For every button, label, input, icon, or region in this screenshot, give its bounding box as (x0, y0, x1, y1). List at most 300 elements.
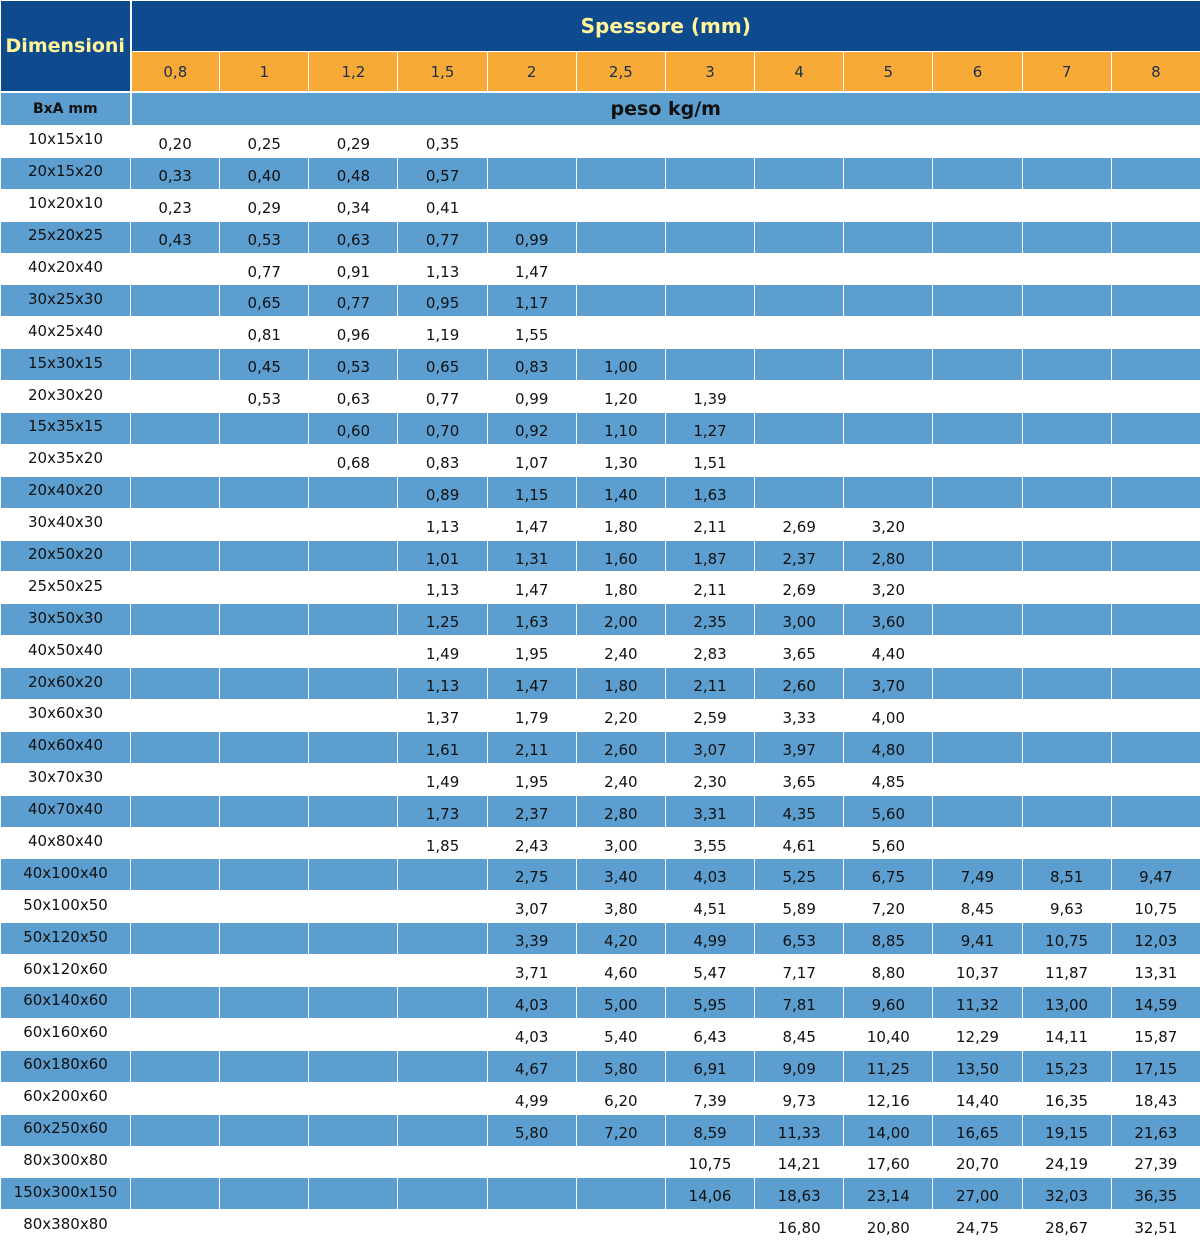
weight-cell (309, 955, 398, 987)
weight-cell: 1,31 (487, 540, 576, 572)
weight-cell (131, 444, 220, 476)
thickness-header: 4 (755, 52, 844, 92)
weight-cell (1111, 349, 1200, 381)
weight-cell (131, 1082, 220, 1114)
weight-cell (131, 508, 220, 540)
weight-cell (933, 540, 1022, 572)
weight-cell (844, 413, 933, 445)
weight-cell (933, 157, 1022, 189)
weight-cell: 3,70 (844, 668, 933, 700)
weight-cell (1111, 636, 1200, 668)
weight-cell: 6,53 (755, 923, 844, 955)
dimension-cell: 40x25x40 (1, 317, 131, 349)
weight-cell: 3,39 (487, 923, 576, 955)
weight-cell (220, 731, 309, 763)
weight-cell (576, 317, 665, 349)
weight-cell (131, 987, 220, 1019)
weight-cell: 2,37 (487, 795, 576, 827)
weight-cell (1111, 795, 1200, 827)
weight-cell (131, 317, 220, 349)
weight-cell: 6,43 (665, 1018, 754, 1050)
weight-cell (1022, 157, 1111, 189)
weight-cell: 0,20 (131, 126, 220, 158)
dimension-cell: 40x60x40 (1, 731, 131, 763)
weight-cell: 7,49 (933, 859, 1022, 891)
weight-cell: 0,29 (309, 126, 398, 158)
weight-cell (220, 923, 309, 955)
weight-cell (398, 1210, 487, 1242)
weight-cell (933, 413, 1022, 445)
weight-cell (1111, 444, 1200, 476)
weight-cell (1022, 189, 1111, 221)
weight-cell: 2,60 (576, 731, 665, 763)
weight-cell: 8,51 (1022, 859, 1111, 891)
weight-cell (1022, 221, 1111, 253)
weight-cell (131, 700, 220, 732)
weight-cell (933, 317, 1022, 349)
table-row (1, 987, 1200, 1019)
weight-cell: 12,16 (844, 1082, 933, 1114)
weight-cell: 1,39 (665, 381, 754, 413)
dimension-cell: 25x20x25 (1, 221, 131, 253)
weight-cell: 6,20 (576, 1082, 665, 1114)
weight-cell (755, 317, 844, 349)
weight-cell: 4,85 (844, 763, 933, 795)
weight-cell: 4,35 (755, 795, 844, 827)
weight-cell (1111, 604, 1200, 636)
weight-cell (398, 1050, 487, 1082)
dimension-cell: 30x40x30 (1, 508, 131, 540)
weight-cell (755, 476, 844, 508)
weight-cell (309, 1018, 398, 1050)
weight-cell: 0,53 (220, 221, 309, 253)
weight-cell (1111, 508, 1200, 540)
weight-cell: 3,40 (576, 859, 665, 891)
dimension-cell: 80x380x80 (1, 1210, 131, 1242)
weight-cell: 1,07 (487, 444, 576, 476)
weight-cell (1111, 189, 1200, 221)
weight-cell: 7,17 (755, 955, 844, 987)
weight-cell (309, 795, 398, 827)
weight-cell: 2,00 (576, 604, 665, 636)
weight-cell: 14,59 (1111, 987, 1200, 1019)
weight-cell: 0,65 (398, 349, 487, 381)
weight-cell (1111, 253, 1200, 285)
dimension-cell: 25x50x25 (1, 572, 131, 604)
weight-cell (844, 381, 933, 413)
weight-cell (398, 1178, 487, 1210)
table-row (1, 700, 1200, 732)
weight-cell (933, 221, 1022, 253)
weight-cell (131, 540, 220, 572)
weight-cell: 10,75 (1111, 891, 1200, 923)
weight-cell (309, 1082, 398, 1114)
weight-cell (309, 1146, 398, 1178)
weight-cell: 0,48 (309, 157, 398, 189)
weight-cell (398, 1082, 487, 1114)
weight-cell: 0,45 (220, 349, 309, 381)
weight-cell (220, 700, 309, 732)
weight-cell: 3,65 (755, 636, 844, 668)
table-row (1, 349, 1200, 381)
weight-cell: 2,20 (576, 700, 665, 732)
weight-cell: 23,14 (844, 1178, 933, 1210)
table-row (1, 763, 1200, 795)
weight-cell (309, 668, 398, 700)
table-row (1, 221, 1200, 253)
weight-cell: 0,25 (220, 126, 309, 158)
dimension-cell: 40x50x40 (1, 636, 131, 668)
weight-cell: 12,29 (933, 1018, 1022, 1050)
weight-cell: 16,35 (1022, 1082, 1111, 1114)
dimension-cell: 10x15x10 (1, 126, 131, 158)
weight-cell: 18,43 (1111, 1082, 1200, 1114)
weight-cell (131, 795, 220, 827)
weight-cell: 2,11 (665, 572, 754, 604)
weight-cell (755, 444, 844, 476)
table-row (1, 572, 1200, 604)
weight-cell (844, 253, 933, 285)
weight-cell: 4,99 (665, 923, 754, 955)
weight-cell (131, 604, 220, 636)
weight-cell: 1,60 (576, 540, 665, 572)
weight-cell (131, 381, 220, 413)
dimensioni-header: Dimensioni (1, 1, 131, 93)
weight-cell (933, 700, 1022, 732)
weight-cell (398, 891, 487, 923)
table-row (1, 1146, 1200, 1178)
weight-cell (220, 763, 309, 795)
weight-cell: 0,91 (309, 253, 398, 285)
weight-cell (755, 189, 844, 221)
weight-cell: 1,10 (576, 413, 665, 445)
weight-cell (220, 1146, 309, 1178)
weight-cell: 2,59 (665, 700, 754, 732)
weight-cell (1022, 253, 1111, 285)
weight-cell (309, 987, 398, 1019)
weight-cell (487, 1178, 576, 1210)
weight-cell (220, 1018, 309, 1050)
weight-cell: 10,75 (1022, 923, 1111, 955)
dimension-cell: 20x30x20 (1, 381, 131, 413)
weight-cell (1111, 413, 1200, 445)
thickness-header: 1,5 (398, 52, 487, 92)
weight-cell: 9,41 (933, 923, 1022, 955)
weight-cell (398, 955, 487, 987)
weight-cell: 3,00 (755, 604, 844, 636)
weight-cell (309, 572, 398, 604)
weight-cell: 8,59 (665, 1114, 754, 1146)
weight-cell (1111, 572, 1200, 604)
weight-cell: 2,11 (665, 508, 754, 540)
weight-cell: 4,03 (487, 1018, 576, 1050)
weight-cell: 5,25 (755, 859, 844, 891)
weight-cell: 16,80 (755, 1210, 844, 1242)
weight-cell (398, 987, 487, 1019)
table-row (1, 540, 1200, 572)
weight-cell: 27,39 (1111, 1146, 1200, 1178)
weight-cell (665, 349, 754, 381)
weight-cell: 5,89 (755, 891, 844, 923)
weight-cell: 1,63 (487, 604, 576, 636)
weight-cell (220, 891, 309, 923)
weight-cell (398, 859, 487, 891)
weight-cell: 0,33 (131, 157, 220, 189)
weight-cell (220, 859, 309, 891)
weight-cell: 0,53 (220, 381, 309, 413)
weight-cell: 0,99 (487, 381, 576, 413)
weight-cell (844, 317, 933, 349)
table-row (1, 1018, 1200, 1050)
dimension-cell: 20x40x20 (1, 476, 131, 508)
weight-cell: 14,06 (665, 1178, 754, 1210)
weight-cell (844, 157, 933, 189)
weight-cell (933, 285, 1022, 317)
weight-cell (309, 476, 398, 508)
weight-cell: 11,33 (755, 1114, 844, 1146)
weight-cell: 3,07 (665, 731, 754, 763)
weight-cell (933, 126, 1022, 158)
weight-cell: 1,63 (665, 476, 754, 508)
weight-cell: 32,03 (1022, 1178, 1111, 1210)
weight-cell: 14,11 (1022, 1018, 1111, 1050)
weight-cell: 11,87 (1022, 955, 1111, 987)
weight-cell: 1,85 (398, 827, 487, 859)
table-row (1, 1114, 1200, 1146)
weight-cell: 1,80 (576, 572, 665, 604)
weight-cell: 9,63 (1022, 891, 1111, 923)
weight-cell (1111, 221, 1200, 253)
weight-cell: 4,60 (576, 955, 665, 987)
weight-cell (220, 1210, 309, 1242)
weight-cell: 12,03 (1111, 923, 1200, 955)
weight-cell: 1,37 (398, 700, 487, 732)
weight-cell (576, 189, 665, 221)
weight-cell (131, 731, 220, 763)
weight-cell: 0,95 (398, 285, 487, 317)
weight-cell: 0,89 (398, 476, 487, 508)
weight-cell (220, 604, 309, 636)
weight-cell (933, 476, 1022, 508)
weight-cell: 3,71 (487, 955, 576, 987)
weight-cell: 0,99 (487, 221, 576, 253)
weight-cell (1022, 763, 1111, 795)
weight-cell: 4,67 (487, 1050, 576, 1082)
dimension-cell: 60x160x60 (1, 1018, 131, 1050)
thickness-header: 3 (665, 52, 754, 92)
thickness-header: 1 (220, 52, 309, 92)
thickness-header: 1,2 (309, 52, 398, 92)
weight-cell: 5,60 (844, 795, 933, 827)
table-row (1, 1178, 1200, 1210)
weight-cell (1111, 540, 1200, 572)
weight-cell (309, 859, 398, 891)
weight-cell (844, 126, 933, 158)
weight-cell (1022, 731, 1111, 763)
weight-cell: 1,55 (487, 317, 576, 349)
weight-cell (933, 668, 1022, 700)
table-row (1, 731, 1200, 763)
weight-cell: 4,80 (844, 731, 933, 763)
weight-cell (131, 1018, 220, 1050)
weight-cell: 1,47 (487, 253, 576, 285)
weight-cell: 1,17 (487, 285, 576, 317)
weight-cell: 5,40 (576, 1018, 665, 1050)
weight-cell: 4,40 (844, 636, 933, 668)
weight-cell: 4,99 (487, 1082, 576, 1114)
weight-cell (220, 508, 309, 540)
weight-cell (1111, 827, 1200, 859)
weight-cell (131, 955, 220, 987)
weight-cell: 1,19 (398, 317, 487, 349)
weight-cell: 5,60 (844, 827, 933, 859)
thickness-header: 6 (933, 52, 1022, 92)
weight-cell (665, 189, 754, 221)
thickness-header: 0,8 (131, 52, 220, 92)
weight-cell (220, 1178, 309, 1210)
dimension-cell: 60x180x60 (1, 1050, 131, 1082)
weight-cell: 1,47 (487, 508, 576, 540)
table-body (1, 126, 1200, 1242)
weight-cell: 24,75 (933, 1210, 1022, 1242)
weight-cell: 10,37 (933, 955, 1022, 987)
weight-cell: 11,25 (844, 1050, 933, 1082)
weight-cell: 21,63 (1111, 1114, 1200, 1146)
weight-cell: 15,23 (1022, 1050, 1111, 1082)
weight-cell (1111, 126, 1200, 158)
weight-cell: 2,35 (665, 604, 754, 636)
weight-cell: 2,69 (755, 572, 844, 604)
weight-cell (933, 381, 1022, 413)
weight-cell: 5,80 (487, 1114, 576, 1146)
dimension-cell: 150x300x150 (1, 1178, 131, 1210)
weight-cell: 0,83 (398, 444, 487, 476)
weight-cell (755, 413, 844, 445)
weight-cell (844, 189, 933, 221)
weight-cell: 1,73 (398, 795, 487, 827)
weight-cell: 24,19 (1022, 1146, 1111, 1178)
weight-cell: 18,63 (755, 1178, 844, 1210)
weight-cell (309, 700, 398, 732)
dimension-cell: 40x70x40 (1, 795, 131, 827)
weight-cell (665, 126, 754, 158)
weight-cell: 1,13 (398, 572, 487, 604)
weight-cell (309, 1114, 398, 1146)
weight-cell: 1,27 (665, 413, 754, 445)
weight-cell: 4,61 (755, 827, 844, 859)
dimension-cell: 15x35x15 (1, 413, 131, 445)
weight-cell (933, 189, 1022, 221)
weight-cell (220, 476, 309, 508)
dimension-cell: 30x50x30 (1, 604, 131, 636)
weight-cell (576, 1178, 665, 1210)
weight-cell (755, 126, 844, 158)
weight-cell (131, 859, 220, 891)
peso-header: peso kg/m (131, 92, 1200, 126)
table-row (1, 1050, 1200, 1082)
weight-cell: 8,85 (844, 923, 933, 955)
weight-cell: 0,68 (309, 444, 398, 476)
weight-cell (131, 763, 220, 795)
weight-cell (220, 540, 309, 572)
weight-cell: 3,55 (665, 827, 754, 859)
weight-cell (844, 221, 933, 253)
weight-cell: 32,51 (1111, 1210, 1200, 1242)
weight-cell: 4,03 (665, 859, 754, 891)
weight-cell: 8,45 (755, 1018, 844, 1050)
weight-cell (665, 1210, 754, 1242)
weight-cell: 13,31 (1111, 955, 1200, 987)
weight-cell (665, 157, 754, 189)
weight-cell: 0,57 (398, 157, 487, 189)
weight-cell (1111, 157, 1200, 189)
dimension-cell: 40x100x40 (1, 859, 131, 891)
weight-cell: 4,51 (665, 891, 754, 923)
weight-cell (220, 1114, 309, 1146)
weight-cell: 1,49 (398, 636, 487, 668)
weight-cell: 7,39 (665, 1082, 754, 1114)
weight-cell: 3,65 (755, 763, 844, 795)
weight-cell (933, 444, 1022, 476)
weight-cell: 1,13 (398, 508, 487, 540)
weight-cell: 3,31 (665, 795, 754, 827)
table-row (1, 253, 1200, 285)
weight-cell: 2,75 (487, 859, 576, 891)
table-row (1, 668, 1200, 700)
weight-cell: 1,47 (487, 572, 576, 604)
weight-cell: 0,29 (220, 189, 309, 221)
weight-cell: 2,69 (755, 508, 844, 540)
weight-cell: 15,87 (1111, 1018, 1200, 1050)
weight-cell: 3,20 (844, 508, 933, 540)
weight-cell (220, 413, 309, 445)
weight-cell (1022, 604, 1111, 636)
weight-cell: 8,45 (933, 891, 1022, 923)
weight-cell: 0,96 (309, 317, 398, 349)
weight-cell (1022, 317, 1111, 349)
weight-cell (220, 955, 309, 987)
table-row (1, 955, 1200, 987)
table-row (1, 859, 1200, 891)
weight-cell: 2,37 (755, 540, 844, 572)
weight-cell: 6,75 (844, 859, 933, 891)
weight-cell (220, 636, 309, 668)
weight-cell: 0,65 (220, 285, 309, 317)
weight-cell (933, 349, 1022, 381)
weight-cell: 1,95 (487, 636, 576, 668)
weight-cell (755, 157, 844, 189)
weight-cell: 0,40 (220, 157, 309, 189)
weight-cell (665, 221, 754, 253)
weight-cell (576, 221, 665, 253)
weight-cell (576, 285, 665, 317)
table-row (1, 891, 1200, 923)
table-row (1, 285, 1200, 317)
weight-cell (576, 253, 665, 285)
dimension-cell: 40x20x40 (1, 253, 131, 285)
weight-cell (220, 1050, 309, 1082)
weight-cell: 7,20 (576, 1114, 665, 1146)
weight-cell (131, 1146, 220, 1178)
dimension-cell: 20x15x20 (1, 157, 131, 189)
spessore-header: Spessore (mm) (131, 1, 1200, 52)
weight-cell: 0,34 (309, 189, 398, 221)
weight-cell: 4,00 (844, 700, 933, 732)
weight-cell (1022, 700, 1111, 732)
dimension-cell: 80x300x80 (1, 1146, 131, 1178)
weight-cell (309, 891, 398, 923)
weight-cell (1022, 285, 1111, 317)
